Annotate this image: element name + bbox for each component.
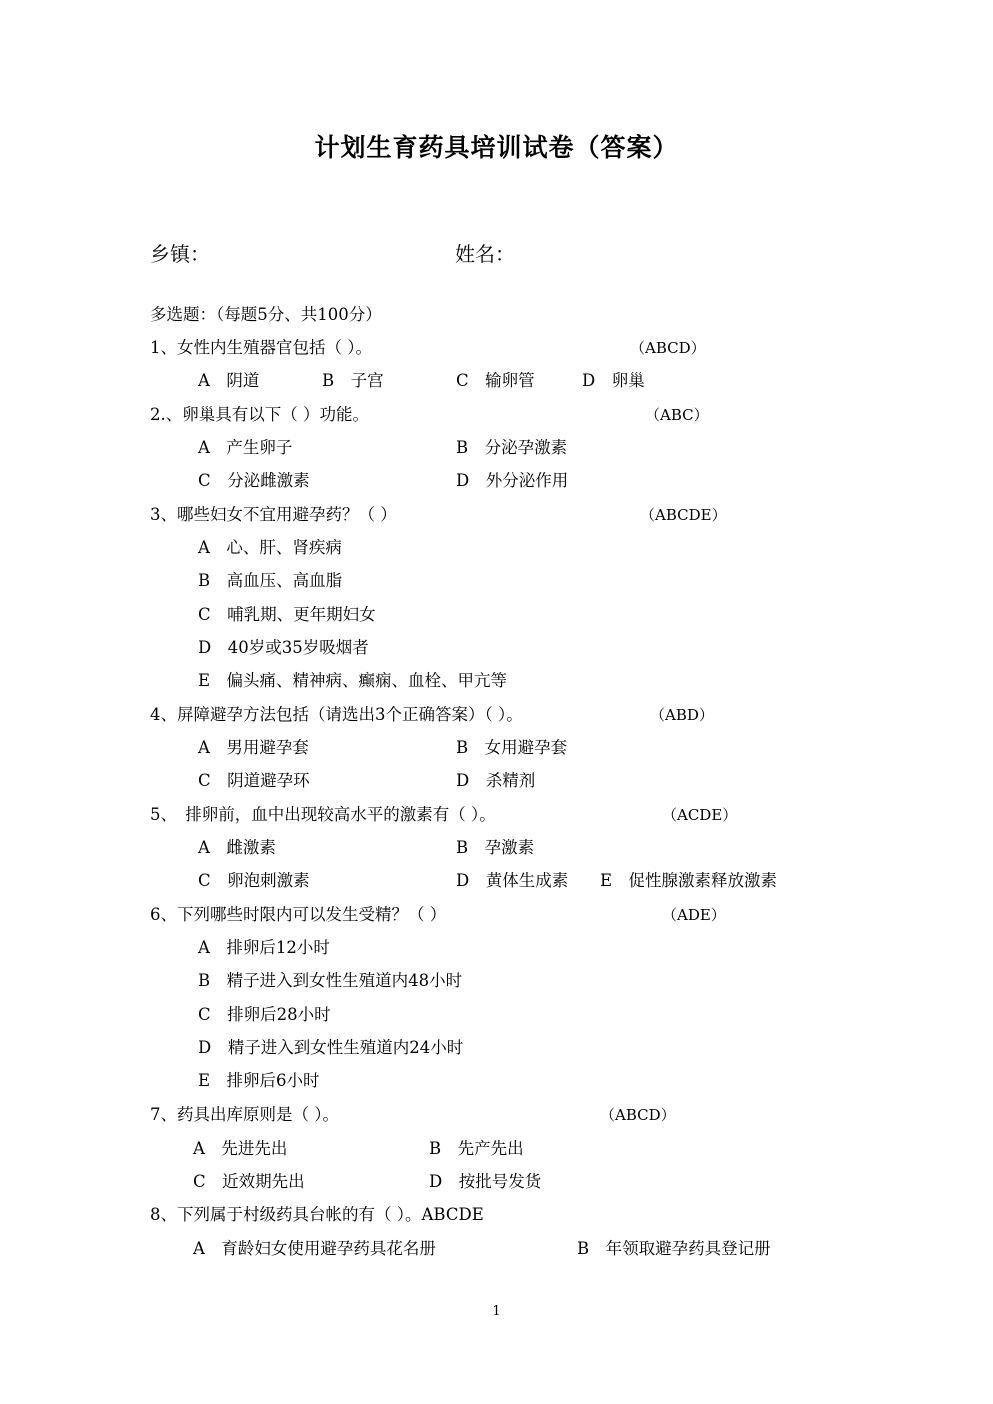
option: B 分泌孕激素 xyxy=(456,438,568,457)
answer-key: （ACDE） xyxy=(662,806,738,824)
answer-key: （ABCDE） xyxy=(640,506,727,524)
option: A 排卵后12小时 xyxy=(198,938,330,957)
option: C 近效期先出 xyxy=(193,1172,305,1191)
option: D 精子进入到女性生殖道内24小时 xyxy=(198,1038,464,1057)
option: B 孕激素 xyxy=(456,838,535,857)
answer-key: （ABCD） xyxy=(600,1106,676,1124)
option: A 雌激素 xyxy=(198,838,276,857)
option: D 按批号发货 xyxy=(429,1172,542,1191)
option: A 育龄妇女使用避孕药具花名册 xyxy=(193,1239,436,1258)
option: B 先产先出 xyxy=(429,1139,524,1158)
option: C 哺乳期、更年期妇女 xyxy=(198,605,376,624)
question-stem: 1、女性内生殖器官包括（ ）。 xyxy=(150,338,372,357)
option: A 心、肝、肾疾病 xyxy=(198,538,342,557)
question-stem: 4、屏障避孕方法包括（请选出3个正确答案）（ ）。 xyxy=(150,705,523,724)
option: B 女用避孕套 xyxy=(456,738,568,757)
option: E 促性腺激素释放激素 xyxy=(600,871,778,890)
option: B 子宫 xyxy=(322,371,384,390)
option: B 精子进入到女性生殖道内48小时 xyxy=(198,971,463,990)
question-stem: 3、哪些妇女不宜用避孕药？（ ） xyxy=(150,505,397,524)
option: E 排卵后6小时 xyxy=(198,1071,320,1090)
option: C 排卵后28小时 xyxy=(198,1005,331,1024)
option: E 偏头痛、精神病、癫痫、血栓、甲亢等 xyxy=(198,671,508,690)
option: D 杀精剂 xyxy=(456,771,536,790)
question-stem: 6、下列哪些时限内可以发生受精？（ ） xyxy=(150,905,447,924)
answer-key: （ABC） xyxy=(645,406,709,424)
instructions: 多选题：（每题5分、共100分） xyxy=(150,305,382,324)
page-title: 计划生育药具培训试卷（答案） xyxy=(314,133,679,162)
option: C 阴道避孕环 xyxy=(198,771,310,790)
option: D 外分泌作用 xyxy=(456,471,569,490)
answer-key: （ABCD） xyxy=(630,339,706,357)
option: C 卵泡刺激素 xyxy=(198,871,310,890)
question-stem: 8、下列属于村级药具台帐的有（ ）。ABCDE xyxy=(150,1205,484,1224)
option: C 输卵管 xyxy=(456,371,535,390)
question-stem: 5、 排卵前，血中出现较高水平的激素有（ ）。 xyxy=(150,805,496,824)
option: A 先进先出 xyxy=(193,1139,288,1158)
option: C 分泌雌激素 xyxy=(198,471,310,490)
answer-key: （ABD） xyxy=(650,706,714,724)
name-label: 姓名： xyxy=(455,242,515,266)
option: B 年领取避孕药具登记册 xyxy=(577,1239,771,1258)
option: D 卵巢 xyxy=(582,371,645,390)
option: A 男用避孕套 xyxy=(198,738,309,757)
option: D 40岁或35岁吸烟者 xyxy=(198,638,369,657)
township-label: 乡镇： xyxy=(150,242,210,266)
option: A 阴道 xyxy=(198,371,260,390)
option: D 黄体生成素 xyxy=(456,871,569,890)
option: A 产生卵子 xyxy=(198,438,293,457)
page-number: 1 xyxy=(492,1304,501,1319)
question-stem: 2.、卵巢具有以下（ ）功能。 xyxy=(150,405,369,424)
option: B 高血压、高血脂 xyxy=(198,571,343,590)
question-stem: 7、药具出库原则是（ ）。 xyxy=(150,1105,339,1124)
answer-key: （ADE） xyxy=(662,906,726,924)
